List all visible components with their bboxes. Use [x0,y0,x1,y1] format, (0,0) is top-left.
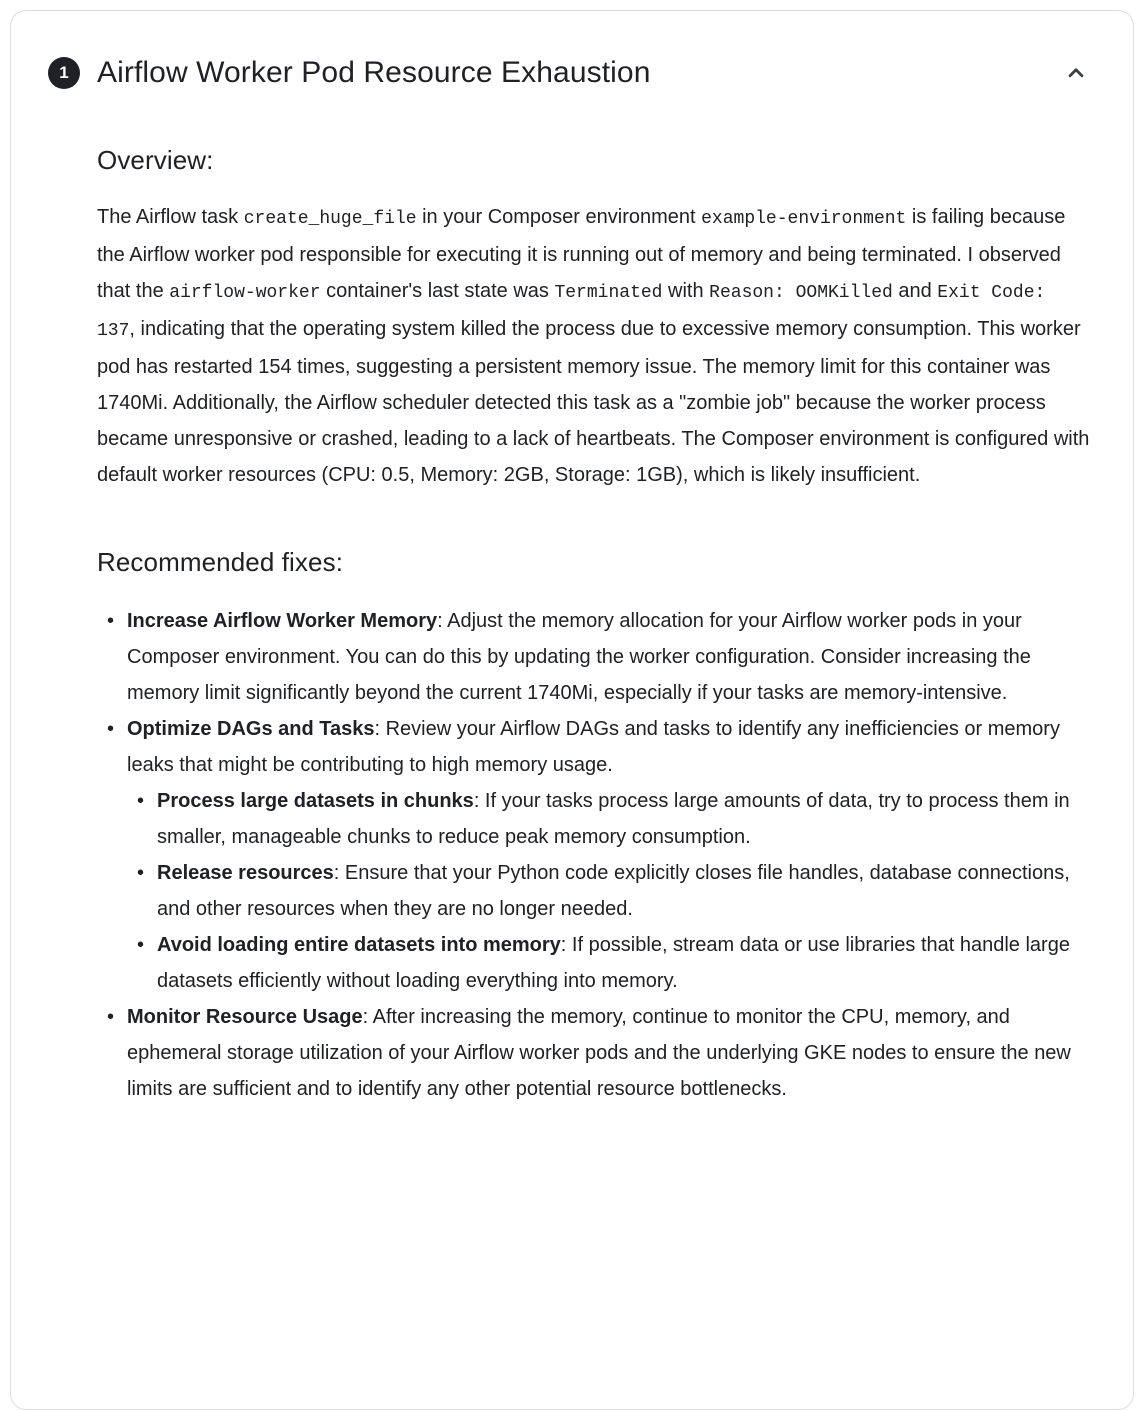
collapse-button[interactable] [1061,58,1091,88]
inline-code: create_huge_file [243,209,417,229]
bold-text: Increase Airflow Worker Memory [127,610,438,632]
bold-text: Optimize DAGs and Tasks [127,718,375,740]
bold-text: Release resources [157,862,334,884]
sub-fix-item: • Process large datasets in chunks: If your tasks process large amounts of data, try to process them in smaller, manageable chunks to reduce peak memory consumption. [157,783,1093,855]
chevron-up-icon [1063,60,1089,86]
issue-number-badge: 1 [48,57,80,89]
issue-card-body [11,143,1133,1187]
fix-item: • Optimize DAGs and Tasks: Review your Airflow DAGs and tasks to identify any inefficiencies or memory leaks that might be contributing to high memory usage. • Process large datasets in chunks: If your tasks process large amounts of data, try to process them in smaller, manageable chunks to reduce peak memory consumption. • Release resources: Ensure that your Python code explicitly closes file handles, database connections, and other resources when they are no longer needed. • Avoid loading entire datasets into memory: If possible, stream data or use libraries that handle large datasets efficiently without loading everything into memory. [127,711,1093,999]
overview-paragraph: The Airflow task create_huge_file in your Composer environment example-environment is failing because the Airflow worker pod responsible for executing it is running out of memory and being terminated. I observed that the airflow-worker container's last state was Terminated with Reason: OOMKilled and Exit Code: 137, indicating that the operating system killed the process due to excessive memory consumption. This worker pod has restarted 154 times, suggesting a persistent memory issue. The memory limit for this container was 1740Mi. Additionally, the Airflow scheduler detected this task as a "zombie job" because the worker process became unresponsive or crashed, leading to a lack of heartbeats. The Composer environment is configured with default worker resources (CPU: 0.5, Memory: 2GB, Storage: 1GB), which is likely insufficient. [97,206,1090,486]
sub-fixes-list [127,783,1093,999]
bold-text: Process large datasets in chunks [157,790,474,812]
fix-item: • Increase Airflow Worker Memory: Adjust the memory allocation for your Airflow worker pods in your Composer environment. You can do this by updating the worker configuration. Consider increasing the memory limit significantly beyond the current 1740Mi, especially if your tasks are memory-intensive. [127,603,1093,711]
bold-text: Avoid loading entire datasets into memory [157,934,561,956]
fixes-list [97,603,1093,1107]
inline-code: airflow-worker [169,283,321,303]
sub-fix-item: • Release resources: Ensure that your Python code explicitly closes file handles, database connections, and other resources when they are no longer needed. [157,855,1093,927]
inline-code: Reason: OOMKilled [709,283,893,303]
sub-fix-item: • Avoid loading entire datasets into memory: If possible, stream data or use libraries that handle large datasets efficiently without loading everything into memory. [157,927,1093,999]
fix-item: • Monitor Resource Usage: After increasing the memory, continue to monitor the CPU, memory, and ephemeral storage utilization of your Airflow worker pods and the underlying GKE nodes to ensure the new limits are sufficient and to identify any other potential resource bottlenecks. [127,999,1093,1107]
overview-heading: Overview: [97,145,214,175]
inline-code: Terminated [554,283,663,303]
issue-card-header[interactable] [11,11,1133,91]
inline-code: example-environment [701,209,907,229]
recommended-fixes-heading: Recommended fixes: [97,547,344,577]
bold-text: Monitor Resource Usage [127,1006,363,1028]
issue-card [10,10,1134,1410]
inline-code: Exit Code: 137 [97,283,1057,341]
issue-title: Airflow Worker Pod Resource Exhaustion [97,56,651,89]
